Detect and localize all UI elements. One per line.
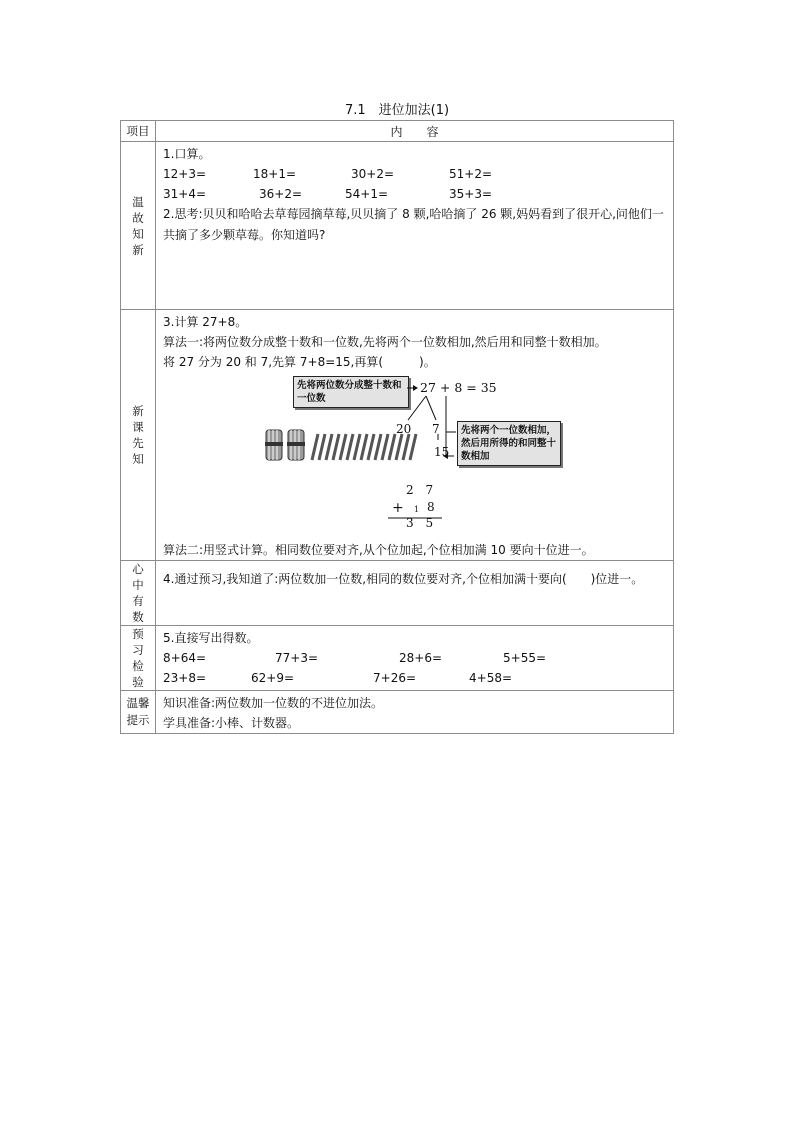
header-project: 项目 — [121, 121, 156, 142]
hint-box-split: 先将两位数分成整十数和一位数 — [293, 376, 409, 408]
section-review — [156, 142, 674, 310]
section-tips — [156, 691, 674, 734]
tips-tools: 学具准备:小棒、计数器。 — [163, 716, 300, 730]
tips-knowledge: 知识准备:两位数加一位数的不进位加法。 — [163, 696, 384, 710]
oral-item: 12+3= — [163, 167, 207, 181]
figure-lines — [156, 372, 710, 540]
header-content: 内 容 — [156, 121, 674, 142]
tens-part: 20 — [396, 422, 412, 436]
check-item: 4+58= — [469, 671, 513, 685]
section-check — [156, 626, 674, 691]
section-label-new: 新课先知 — [121, 310, 156, 561]
vertical-top: 2 7 — [406, 483, 438, 497]
question-4: 4.通过预习,我知道了:两位数加一位数,相同的数位要对齐,个位相加满十要向( )位进一。 — [163, 572, 644, 586]
figure-27-plus-8 — [156, 372, 673, 540]
oral-item: 31+4= — [163, 187, 207, 201]
stick-bundle-icon — [287, 430, 305, 460]
split-text: 将 27 分为 20 和 7,先算 7+8=15,再算( )。 — [163, 355, 436, 369]
page-title: 7.1 进位加法(1) — [344, 103, 450, 118]
question-1: 1.口算。 — [163, 147, 211, 161]
vertical-carry: 1 — [414, 505, 420, 514]
question-3: 3.计算 27+8。 — [163, 315, 248, 329]
preview-table — [120, 120, 674, 734]
oral-item: 36+2= — [259, 187, 303, 201]
check-item: 8+64= — [163, 651, 207, 665]
stick-bundle-icon — [265, 430, 283, 460]
oral-item: 54+1= — [345, 187, 389, 201]
method-two: 算法二:用竖式计算。相同数位要对齐,从个位加起,个位相加满 10 要向十位进一。 — [163, 543, 594, 557]
question-5: 5.直接写出得数。 — [163, 631, 259, 645]
check-item: 7+26= — [373, 671, 417, 685]
equation: 27 + 8 = 35 — [420, 380, 497, 395]
ones-part: 7 — [432, 422, 440, 436]
oral-item: 35+3= — [449, 187, 493, 201]
oral-item: 18+1= — [253, 167, 297, 181]
arrow-right-icon — [413, 385, 418, 391]
section-new — [156, 310, 674, 561]
check-item: 23+8= — [163, 671, 207, 685]
section-label-tips: 温馨提示 — [121, 691, 156, 734]
vertical-plus: + — [392, 500, 404, 516]
oral-item: 51+2= — [449, 167, 493, 181]
oral-row-2 — [163, 184, 669, 204]
vertical-result: 3 5 — [406, 516, 438, 530]
check-item: 62+9= — [251, 671, 295, 685]
method-one: 算法一:将两位数分成整十数和一位数,先将两个一位数相加,然后用和同整十数相加。 — [163, 335, 607, 349]
check-item: 77+3= — [275, 651, 319, 665]
oral-row-1 — [163, 164, 669, 184]
section-label-review: 温故知新 — [121, 142, 156, 310]
check-item: 5+55= — [503, 651, 547, 665]
check-item: 28+6= — [399, 651, 443, 665]
check-row-2 — [163, 668, 669, 688]
section-label-summary: 心中有数 — [121, 561, 156, 626]
hint-box-add: 先将两个一位数相加，然后用所得的和同整十数相加 — [457, 421, 561, 466]
single-sticks-icon — [312, 434, 416, 460]
question-2: 2.思考:贝贝和哈哈去草莓园摘草莓,贝贝摘了 8 颗,哈哈摘了 26 颗,妈妈看到了很开心,问他们一共摘了多少颗草莓。你知道吗? — [163, 207, 664, 242]
oral-item: 30+2= — [351, 167, 395, 181]
vertical-second: 8 — [427, 500, 435, 514]
check-row-1 — [163, 648, 669, 668]
section-summary — [156, 561, 674, 626]
ones-sum: 15 — [434, 445, 450, 459]
section-label-check: 预习检验 — [121, 626, 156, 691]
